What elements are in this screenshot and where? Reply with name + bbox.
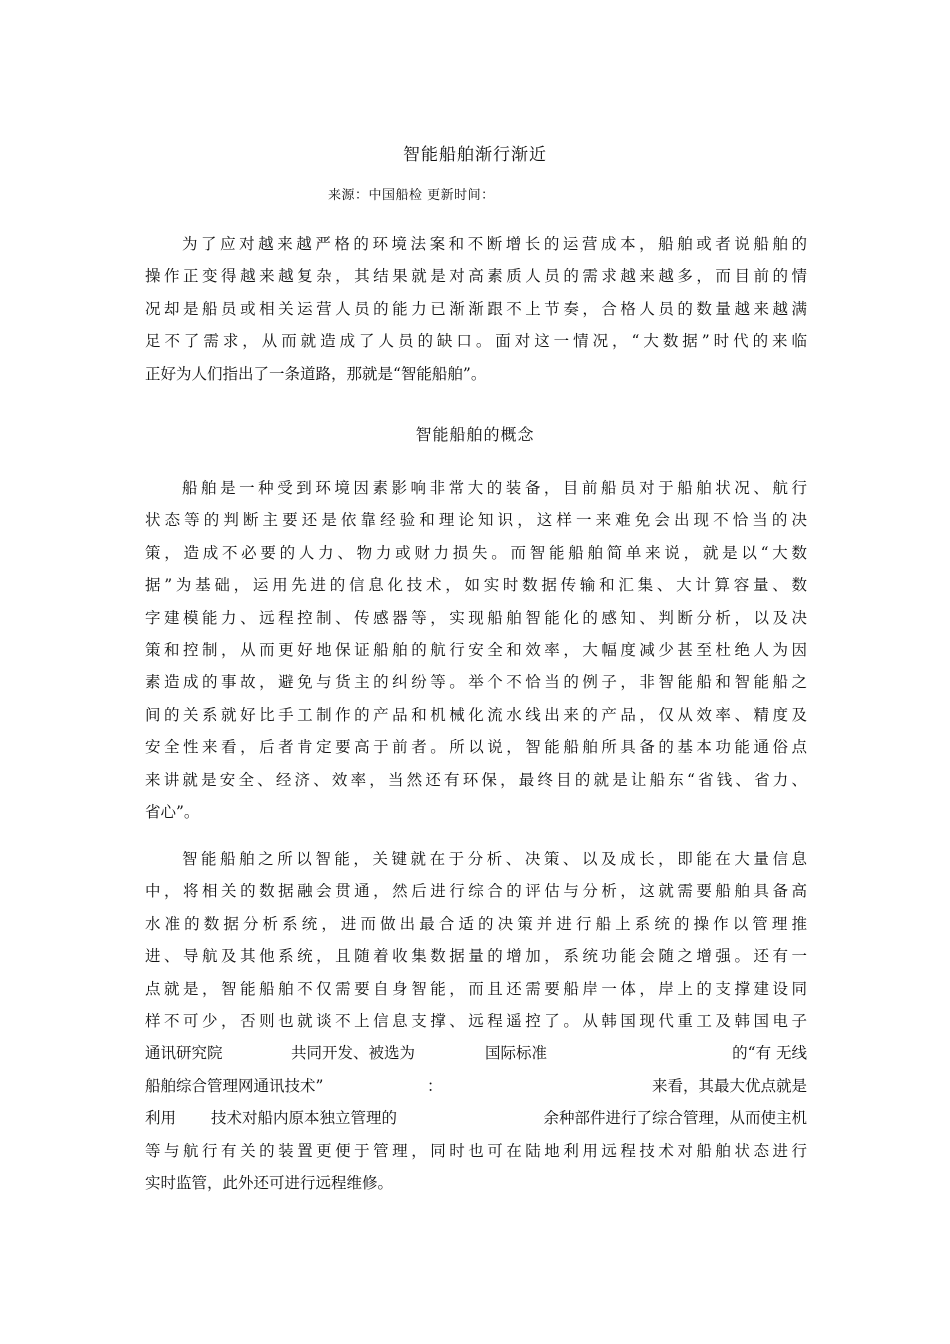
text-line: 策，造成不必要的人力、物力或财力损失。而智能船舶简单来说，就是以“大数 [145, 543, 807, 562]
text-line: 据”为基础，运用先进的信息化技术，如实时数据传输和汇集、大计算容量、数 [145, 576, 807, 595]
text-line: 素造成的事故，避免与货主的纠纷等。举个不恰当的例子，非智能船和智能船之 [145, 673, 807, 692]
intelligence-paragraph [145, 843, 807, 1199]
article-source: 来源：中国船检 更新时间： [328, 188, 495, 203]
text-fragment: 技术对船内原本独立管理的 [211, 1109, 398, 1128]
text-line: 况却是船员或相关运营人员的能力已渐渐跟不上节奏，合格人员的数量越来越满 [145, 299, 807, 318]
text-line: 间的关系就好比手工制作的产品和机械化流水线出来的产品，仅从效率、精度及 [145, 705, 807, 724]
text-line: 船舶是一种受到环境因素影响非常大的装备，目前船员对于船舶状况、航行 [182, 479, 807, 497]
text-fragment: 余种部件进行了综合管理，从而使主机 [543, 1109, 807, 1128]
text-line: 安全性来看，后者肯定要高于前者。所以说，智能船舶所具备的基本功能通俗点 [145, 738, 807, 757]
text-line: 水准的数据分析系统，进而做出最合适的决策并进行船上系统的操作以管理推 [145, 914, 807, 933]
text-line: 足不了需求，从而就造成了人员的缺口。面对这一情况，“大数据”时代的来临 [145, 332, 807, 351]
text-line: 智能船舶之所以智能，关键就在于分析、决策、以及成长，即能在大量信息 [182, 850, 807, 868]
text-line: 操作正变得越来越复杂，其结果就是对高素质人员的需求越来越多，而目前的情 [145, 267, 807, 286]
section-heading: 智能船舶的概念 [415, 425, 535, 444]
text-line: 样不可少，否则也就谈不上信息支撑、远程遥控了。从韩国现代重工及韩国电子 [145, 1011, 807, 1030]
text-fragment: 国际标准 [485, 1044, 548, 1063]
text-line: 策和控制，从而更好地保证船舶的航行安全和效率，大幅度减少甚至杜绝人为因 [145, 640, 807, 659]
text-fragment: 通讯研究院 [145, 1044, 223, 1063]
concept-paragraph [145, 472, 807, 828]
text-line: 等与航行有关的装置更便于管理，同时也可在陆地利用远程技术对船舶状态进行 [145, 1141, 807, 1160]
text-fragment: 船舶综合管理网通讯技术” [145, 1076, 324, 1095]
text-line-with-gaps [145, 1102, 807, 1134]
text-fragment: 来看，其最大优点就是 [651, 1076, 807, 1095]
text-line: 正好为人们指出了一条道路，那就是“智能船舶”。 [145, 364, 487, 383]
text-line: 为了应对越来越严格的环境法案和不断增长的运营成本，船舶或者说船舶的 [182, 235, 807, 253]
text-line: 中，将相关的数据融会贯通，然后进行综合的评估与分析，这就需要船舶具备高 [145, 882, 807, 901]
text-fragment: 共同开发、被选为 [291, 1044, 416, 1063]
text-fragment: 的“有 无线 [732, 1044, 807, 1063]
text-line: 省心”。 [145, 802, 200, 821]
text-line-with-gaps [145, 1037, 807, 1069]
article-title: 智能船舶渐行渐近 [403, 145, 547, 165]
text-fragment: ： [427, 1076, 443, 1095]
text-line-with-gaps [145, 1070, 807, 1102]
text-line: 来讲就是安全、经济、效率，当然还有环保，最终目的就是让船东“省钱、省力、 [145, 770, 807, 789]
text-line: 点就是，智能船舶不仅需要自身智能，而且还需要船岸一体，岸上的支撑建设同 [145, 979, 807, 998]
text-line: 字建模能力、远程控制、传感器等，实现船舶智能化的感知、判断分析，以及决 [145, 608, 807, 627]
intro-paragraph [145, 228, 807, 390]
text-line: 实时监管，此外还可进行远程维修。 [145, 1173, 394, 1192]
text-fragment: 利用 [145, 1109, 177, 1128]
text-line: 进、导航及其他系统，且随着收集数据量的增加，系统功能会随之增强。还有一 [145, 947, 807, 966]
text-line: 状态等的判断主要还是依靠经验和理论知识，这样一来难免会出现不恰当的决 [145, 511, 807, 530]
